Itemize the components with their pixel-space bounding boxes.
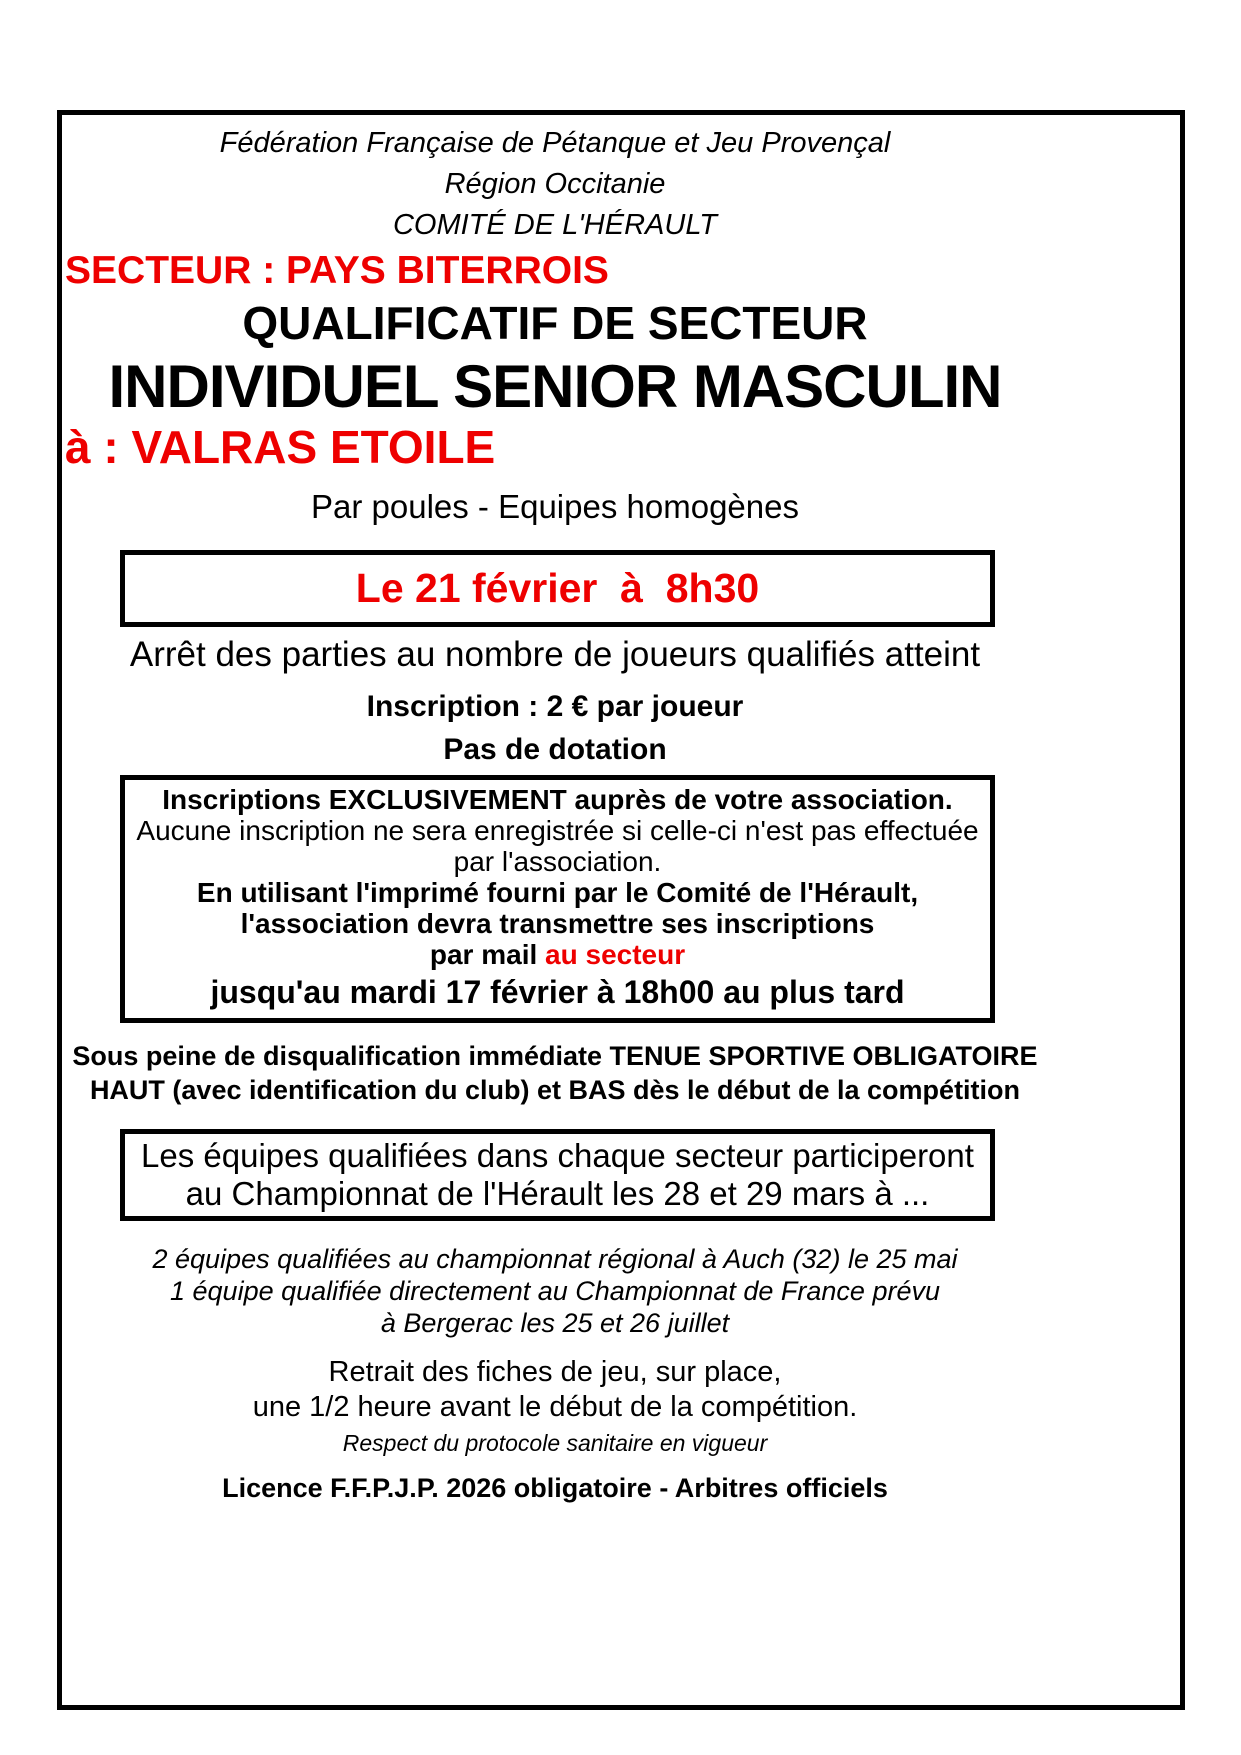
registration-line-3: par l'association. xyxy=(453,846,662,877)
registration-line-5: l'association devra transmettre ses inscriptions xyxy=(240,908,875,939)
stop-rule-line: Arrêt des parties au nombre de joueurs qualifiés atteint xyxy=(129,635,981,674)
qualified-line-1: Les équipes qualifiées dans chaque secteur participeront xyxy=(141,1137,974,1174)
federation-line: Fédération Française de Pétanque et Jeu Provençal xyxy=(219,127,891,159)
championship-note-3: à Bergerac les 25 et 26 juillet xyxy=(380,1308,730,1338)
mail-prefix-text: par mail xyxy=(429,939,546,970)
championship-note-1: 2 équipes qualifiées au championnat régional à Auch (32) le 25 mai xyxy=(152,1244,958,1274)
license-line: Licence F.F.P.J.P. 2026 obligatoire - Arbitres officiels xyxy=(222,1473,888,1503)
flyer-content xyxy=(62,115,1048,1505)
registration-line-4: En utilisant l'imprimé fourni par le Comité de l'Hérault, xyxy=(196,877,919,908)
date-box xyxy=(120,550,995,627)
protocol-line: Respect du protocole sanitaire en vigueur xyxy=(342,1430,768,1456)
registration-line-2: Aucune inscription ne sera enregistrée si celle-ci n'est pas effectuée xyxy=(136,815,979,846)
mail-sector-accent-text: au secteur xyxy=(545,939,686,970)
event-title: INDIVIDUEL SENIOR MASCULIN xyxy=(108,353,1002,420)
page-border-frame xyxy=(57,110,1185,1710)
dress-code-line-2: HAUT (avec identification du club) et BAS dès le début de la compétition xyxy=(89,1075,1021,1105)
fee-line: Inscription : 2 € par joueur xyxy=(366,690,744,723)
qualifier-title: QUALIFICATIF DE SECTEUR xyxy=(242,297,868,349)
committee-line: COMITÉ DE L'HÉRAULT xyxy=(392,209,718,241)
game-sheets-line-2: une 1/2 heure avant le début de la compétition. xyxy=(252,1391,858,1423)
registration-box xyxy=(120,775,995,1023)
qualified-teams-box xyxy=(120,1129,995,1221)
qualified-line-2: au Championnat de l'Hérault les 28 et 29 mars à ... xyxy=(185,1175,930,1212)
game-sheets-line-1: Retrait des fiches de jeu, sur place, xyxy=(328,1356,782,1388)
date-text: Le 21 février à 8h30 xyxy=(355,565,760,611)
sector-title: SECTEUR : PAYS BITERROIS xyxy=(65,249,609,292)
registration-line-6 xyxy=(135,939,980,970)
championship-note-2: 1 équipe qualifiée directement au Championnat de France prévu xyxy=(170,1276,940,1306)
venue-line: à : VALRAS ETOILE xyxy=(65,421,496,473)
registration-deadline: jusqu'au mardi 17 février à 18h00 au plus tard xyxy=(210,974,905,1010)
format-line: Par poules - Equipes homogènes xyxy=(311,488,799,525)
region-line: Région Occitanie xyxy=(444,168,666,200)
registration-line-1: Inscriptions EXCLUSIVEMENT auprès de votre association. xyxy=(162,784,953,815)
prize-line: Pas de dotation xyxy=(443,733,667,766)
dress-code-line-1: Sous peine de disqualification immédiate TENUE SPORTIVE OBLIGATOIRE xyxy=(72,1041,1038,1071)
